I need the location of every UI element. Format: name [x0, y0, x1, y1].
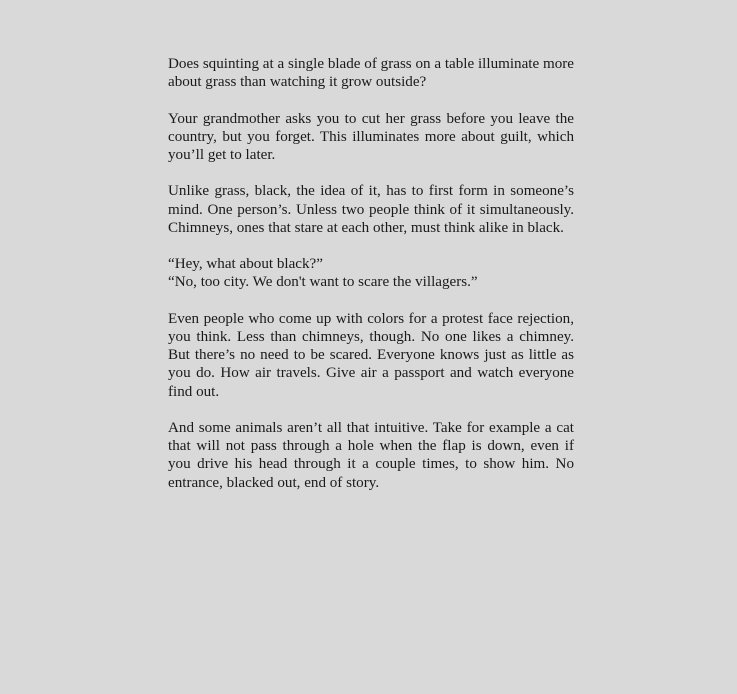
paragraph-cat-flap: And some animals aren’t all that intuitive. Take for example a cat that will not pass through a hole when the flap is down, even if you drive his head through it a couple times, to show him. No entrance, blacked out, end of story.	[168, 419, 574, 491]
dialogue-line-question: “Hey, what about black?”	[168, 256, 323, 273]
paragraph-grandmother: Your grandmother asks you to cut her grass before you leave the country, but you forget. This illuminates more about guilt, which you’ll get to later.	[168, 110, 574, 163]
paragraph-black-idea: Unlike grass, black, the idea of it, has to first form in someone’s mind. One person’s. Unless two people think of it simultaneously. Chimneys, ones that stare at each other, must think alike in black.	[168, 183, 574, 236]
dialogue-block	[168, 255, 574, 291]
document-body	[168, 55, 574, 510]
paragraph-protest-colors: Even people who come up with colors for a protest face rejection, you think. Less than chimneys, though. No one likes a chimney. But there’s no need to be scared. Everyone knows just as little as you do. How air travels. Give air a passport and watch everyone find out.	[168, 310, 574, 400]
paragraph-grass-blade: Does squinting at a single blade of grass on a table illuminate more about grass than watching it grow outside?	[168, 56, 574, 91]
dialogue-line-answer: “No, too city. We don't want to scare the villagers.”	[168, 274, 478, 291]
